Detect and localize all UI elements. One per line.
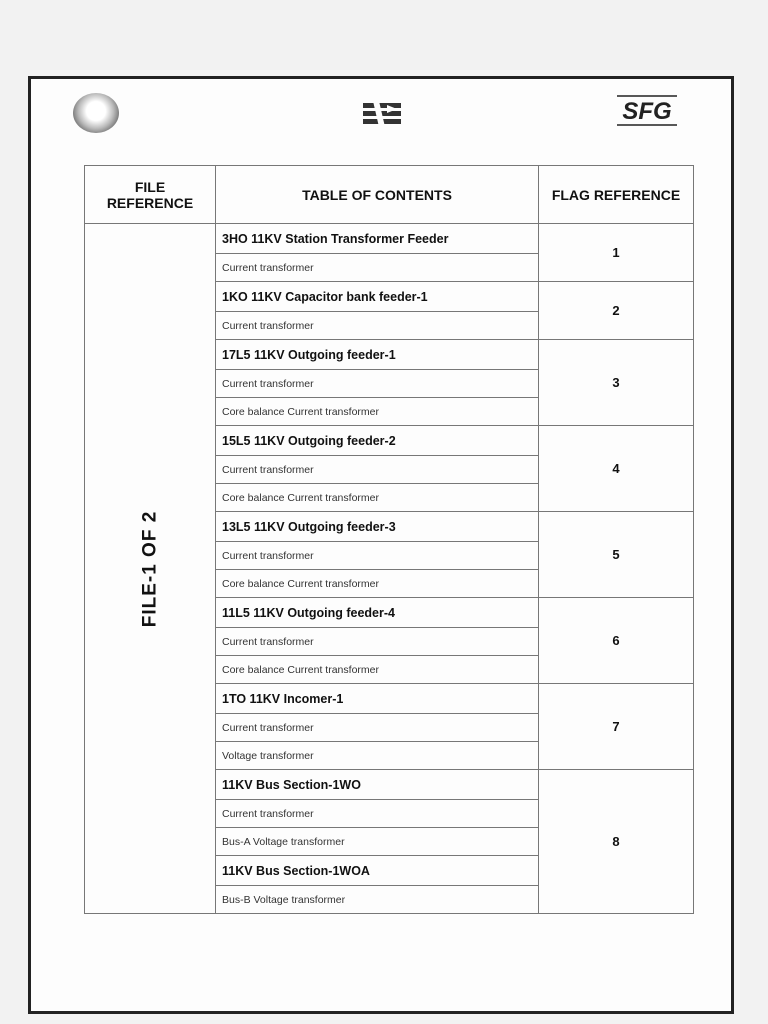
flag-reference-cell: 7 [539, 684, 694, 770]
equipment-item: Core balance Current transformer [216, 398, 539, 426]
table-body [85, 224, 694, 914]
sfg-logo [615, 93, 679, 134]
feeder-title: 17L5 11KV Outgoing feeder-1 [216, 340, 539, 370]
equipment-item: Bus-B Voltage transformer [216, 886, 539, 914]
header-table-of-contents: TABLE OF CONTENTS [216, 166, 539, 224]
feeder-title: 1KO 11KV Capacitor bank feeder-1 [216, 282, 539, 312]
equipment-item: Current transformer [216, 800, 539, 828]
file-reference-label: FILE-1 OF 2 [138, 510, 160, 627]
feeder-title: 13L5 11KV Outgoing feeder-3 [216, 512, 539, 542]
feeder-title: 1TO 11KV Incomer-1 [216, 684, 539, 714]
feeder-title: 3HO 11KV Station Transformer Feeder [216, 224, 539, 254]
table-row [85, 224, 694, 254]
flag-reference-cell: 1 [539, 224, 694, 282]
equipment-item: Core balance Current transformer [216, 570, 539, 598]
flag-reference-cell: 8 [539, 770, 694, 914]
file-reference-cell [85, 224, 216, 914]
company-mark-logo [363, 101, 401, 132]
equipment-item: Current transformer [216, 312, 539, 340]
feeder-title: 11KV Bus Section-1WO [216, 770, 539, 800]
flag-reference-cell: 4 [539, 426, 694, 512]
equipment-item: Current transformer [216, 456, 539, 484]
header-flag-reference: FLAG REFERENCE [539, 166, 694, 224]
equipment-item: Bus-A Voltage transformer [216, 828, 539, 856]
document-page [28, 76, 734, 1014]
equipment-item: Voltage transformer [216, 742, 539, 770]
circle-emblem-logo [73, 93, 119, 133]
equipment-item: Current transformer [216, 714, 539, 742]
contents-table [84, 165, 694, 914]
feeder-title: 11KV Bus Section-1WOA [216, 856, 539, 886]
flag-reference-cell: 5 [539, 512, 694, 598]
feeder-title: 11L5 11KV Outgoing feeder-4 [216, 598, 539, 628]
equipment-item: Core balance Current transformer [216, 656, 539, 684]
equipment-item: Core balance Current transformer [216, 484, 539, 512]
flag-reference-cell: 6 [539, 598, 694, 684]
equipment-item: Current transformer [216, 542, 539, 570]
table-header-row [85, 166, 694, 224]
sfg-logo-text: SFG [622, 98, 672, 125]
header-file-reference: FILE REFERENCE [85, 166, 216, 224]
equipment-item: Current transformer [216, 254, 539, 282]
equipment-item: Current transformer [216, 628, 539, 656]
flag-reference-cell: 3 [539, 340, 694, 426]
feeder-title: 15L5 11KV Outgoing feeder-2 [216, 426, 539, 456]
flag-reference-cell: 2 [539, 282, 694, 340]
equipment-item: Current transformer [216, 370, 539, 398]
